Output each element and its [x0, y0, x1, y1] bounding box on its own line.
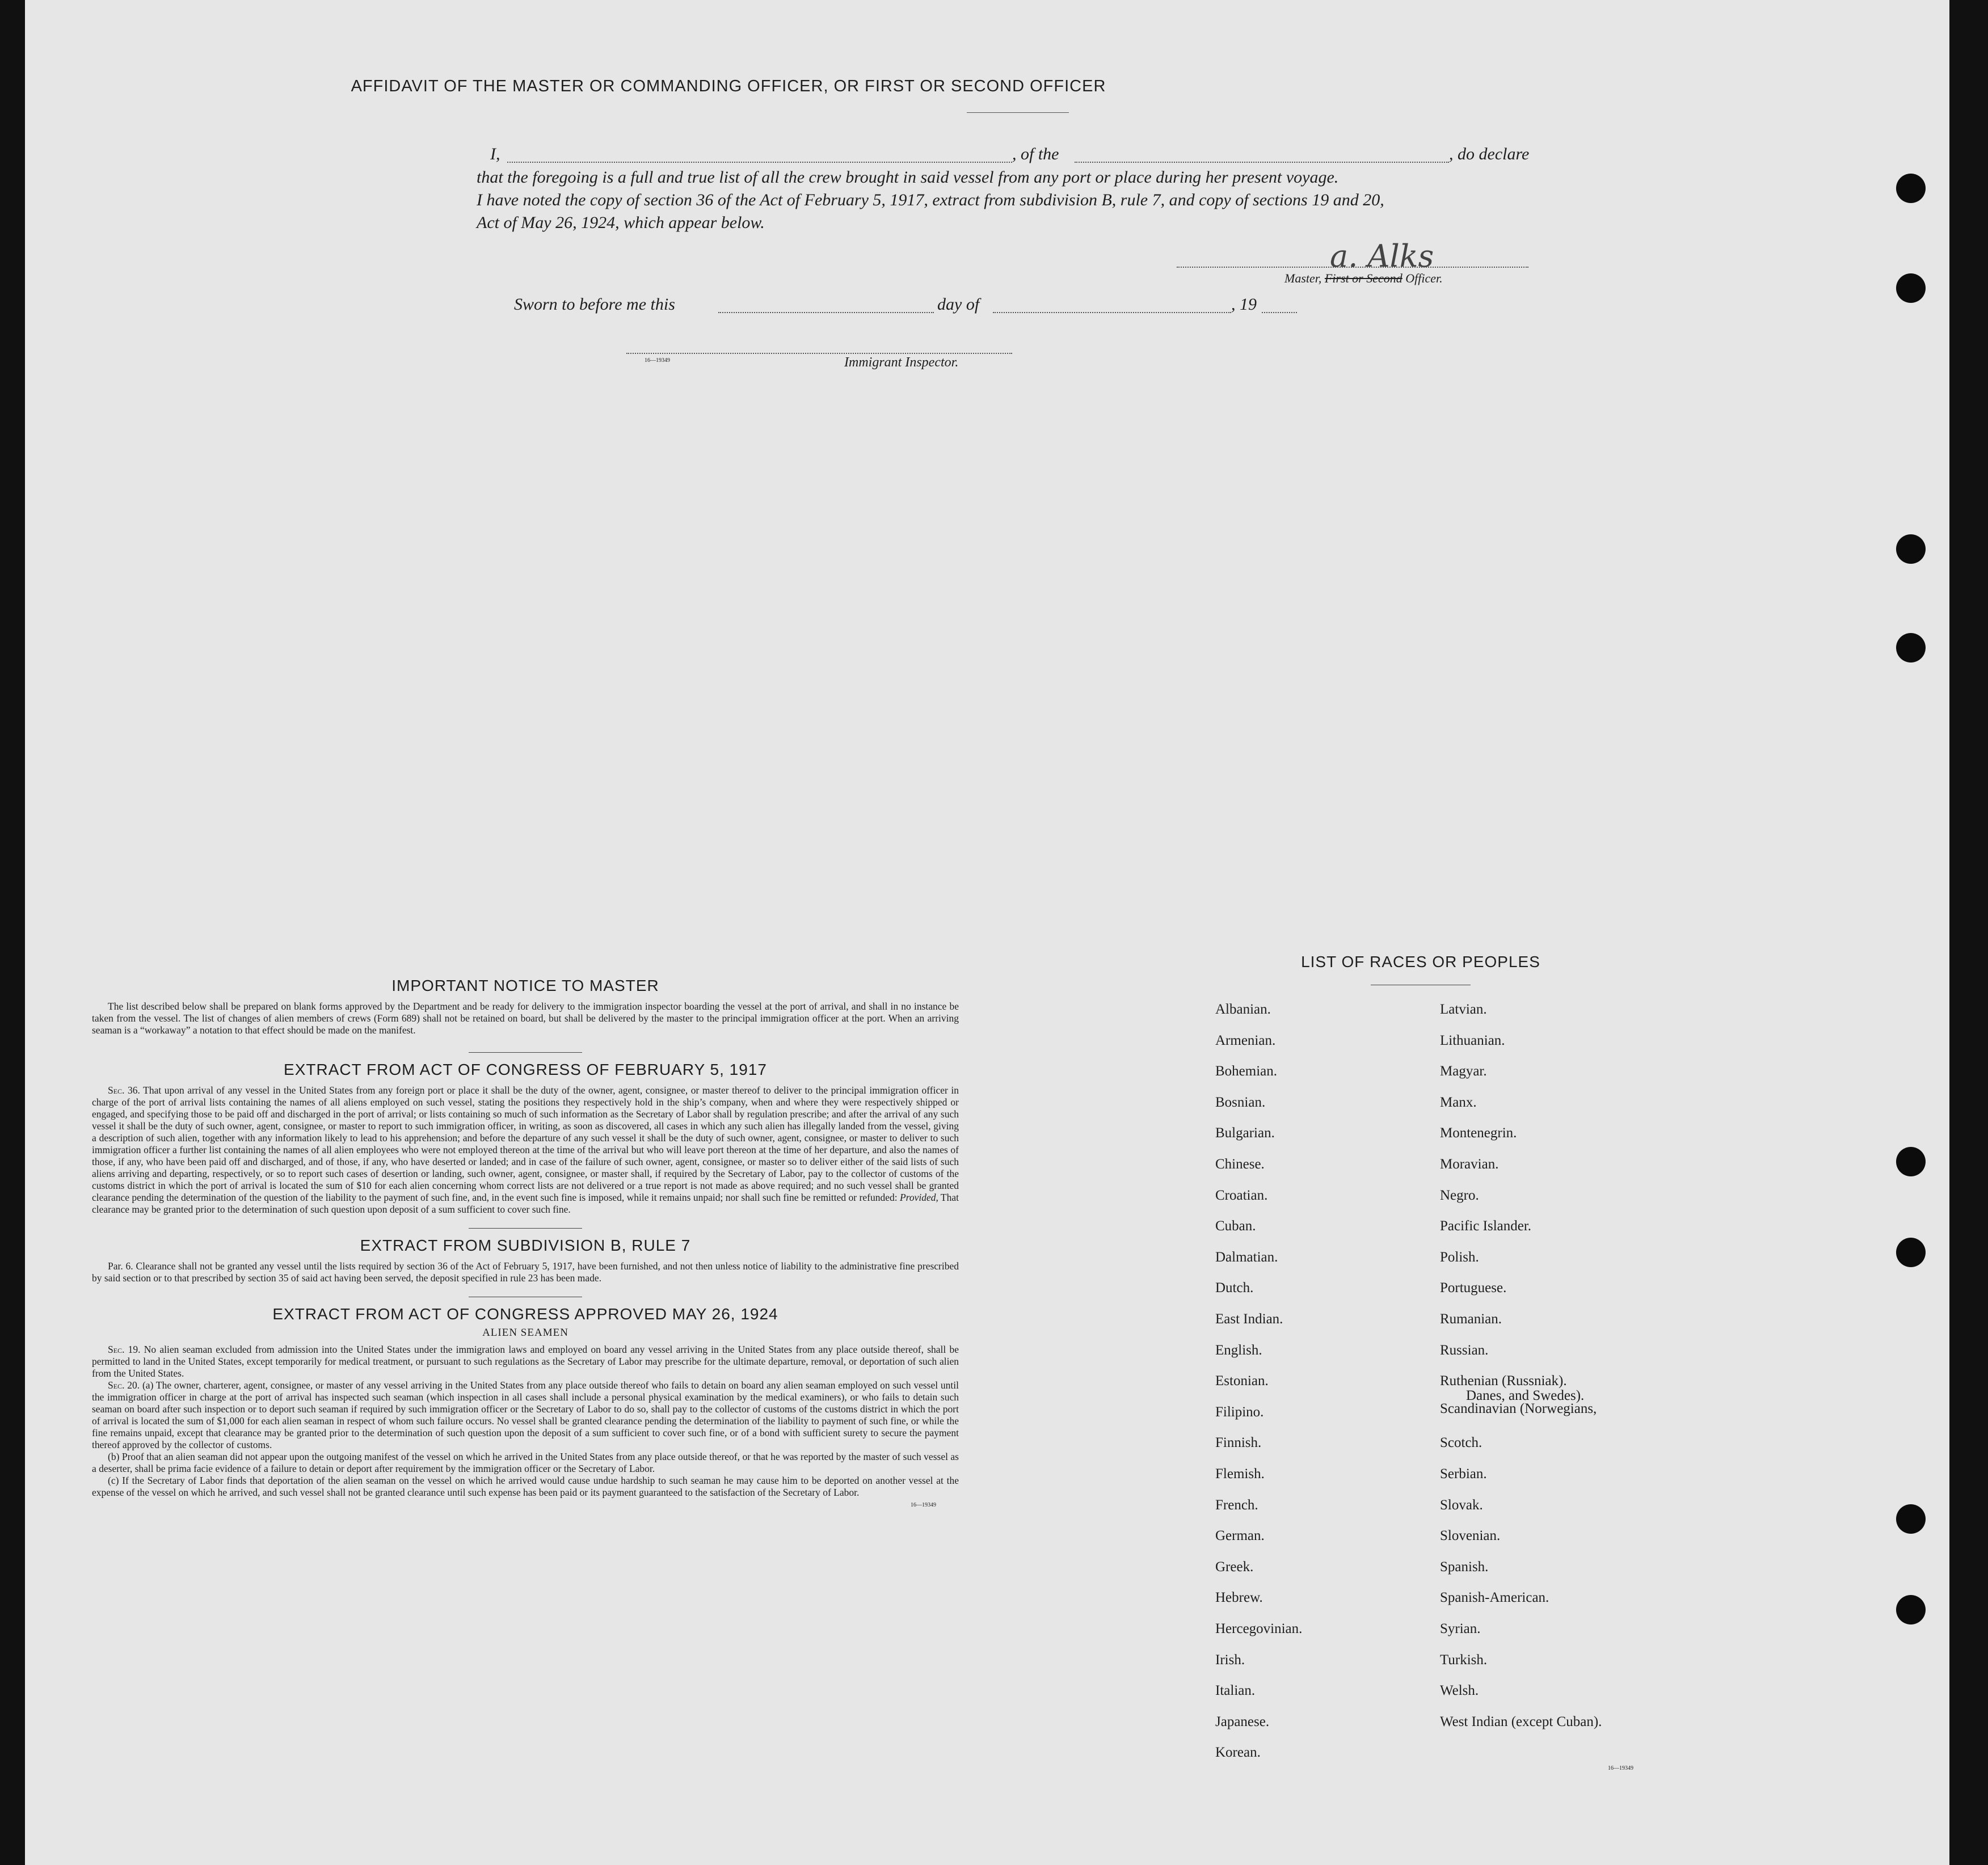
- sec-36-text: That upon arrival of any vessel in the United States from any foreign port or place it shall be the duty of the owner, agent, consignee, or master thereof to deliver to the principal immigration officer in charge of the port of arrival lists containing the names of all aliens employed on such vessel, stating the positions they respectively hold in the ship’s company, when and where they were respectively shipped or engaged, and specifying those to be paid off and discharged in the port of arrival; or lists containing so much of such information as the Secretary of Labor shall by regulation prescribe; and after the arrival of any such vessel it shall be the duty of such owner, agent, consignee, or master to report to such immigration officer, in writing, as soon as discovered, all cases in which any such alien has illegally landed from the vessel, giving a description of such alien, together with any information likely to lead to his apprehension; and before the departure of any such vessel it shall be the duty of such owner, agent, consignee, or master to deliver to such immigration officer a further list containing the names of all alien employees who were not employed thereon at the time of the arrival but who will leave port thereon at the time of her departure, and also the names of those, if any, who have been paid off and discharged, and of those, if any, who have deserted or landed; and in case of the failure of such owner, agent, consignee, or master so to deliver either of the said lists of such aliens arriving and departing, respectively, or so to report such cases of desertion or landing, such owner, agent, consignee, or master shall, if required by the Secretary of Labor, pay to the collector of customs of the customs district in which the port of arrival is located the sum of $10 for each alien concerning whom correct lists are not delivered or a true report is not made as above required; and no such vessel shall be granted clearance pending the determination of the question of the liability to the payment of such fine, and, in the event such fine is imposed, while it remains unpaid; nor shall such fine be remitted or refunded:: [92, 1085, 959, 1203]
- extract-1917-title: EXTRACT FROM ACT OF CONGRESS OF FEBRUARY 5, 1917: [284, 1061, 767, 1078]
- form-number-top: 16—19349: [645, 357, 670, 364]
- inspector-label: Immigrant Inspector.: [844, 355, 959, 370]
- race-item: Serbian.: [1440, 1466, 1487, 1482]
- notices-column: [92, 977, 959, 1508]
- race-item: Welsh.: [1440, 1683, 1479, 1698]
- affidavit-line-3: I have noted the copy of section 36 of the Act of February 5, 1917, extract from subdivision B, rule 7, and copy of sections 19 and 20,: [477, 191, 1384, 209]
- race-item: Finnish.: [1215, 1435, 1262, 1450]
- race-item: Scotch.: [1440, 1435, 1482, 1450]
- master-label-struck: First or Second: [1324, 271, 1402, 285]
- binder-hole: [1896, 633, 1926, 663]
- race-item: Syrian.: [1440, 1621, 1481, 1636]
- race-item: Estonian.: [1215, 1373, 1269, 1389]
- race-item: Scandinavian (Norwegians,: [1440, 1401, 1597, 1416]
- binder-hole: [1896, 534, 1926, 564]
- race-item: Albanian.: [1215, 1002, 1271, 1017]
- race-item: French.: [1215, 1497, 1258, 1513]
- sworn-month-blank: [993, 312, 1231, 313]
- race-item: Bohemian.: [1215, 1064, 1278, 1079]
- sec-20a-text: (a) The owner, charterer, agent, consignee, or master of any vessel arriving in the United States from any place outside thereof who fails to detain on board any alien seaman employed on such vessel until the immigration officer in charge at the port of arrival has inspected such seaman (which inspection in all cases shall include a personal physical examination by the medical examiners), or who fails to detain such seaman on board after such inspection or to deport such seaman if required by such immigration officer or the Secretary of Labor to do so, shall pay to the collector of customs of the customs district in which the port of arrival is located the sum of $1,000 for each alien seaman in respect of whom such failure occurs. No vessel shall be granted clearance pending the determination of the liability to payment of such fine, or while the fine remains unpaid, except that clearance may be granted prior to the determination of such question upon the deposit of a sum sufficient to cover such fine, or of a bond with sufficient surety to secure the payment thereof approved by the collector of customs.: [92, 1379, 959, 1450]
- extract-1917-divider: [469, 1228, 582, 1229]
- affidavit-title: AFFIDAVIT OF THE MASTER OR COMMANDING OFFICER, OR FIRST OR SECOND OFFICER: [351, 77, 1106, 95]
- form-number-races: 16—19349: [1608, 1765, 1633, 1771]
- race-item: Bosnian.: [1215, 1095, 1266, 1110]
- race-item: Bulgarian.: [1215, 1125, 1275, 1141]
- signature: a. Alks: [1330, 238, 1434, 274]
- document-page: [25, 0, 1949, 1865]
- race-item: German.: [1215, 1528, 1265, 1543]
- race-item: Dutch.: [1215, 1280, 1254, 1296]
- year-label: , 19: [1231, 295, 1257, 314]
- sec-20b-paragraph: (b) Proof that an alien seaman did not appear upon the outgoing manifest of the vessel on which he arrived in the United States from any place outside thereof, or that he was reported by the master of such vessel as a deserter, shall be prima facie evidence of a failure to detain or deport after requirement by the immigration officer or the Secretary of Labor.: [92, 1451, 959, 1474]
- sec-19-text: No alien seaman excluded from admission into the United States under the immigration laws and employed on board any vessel arriving in the United States from any place outside thereof, shall be permitted to land in the United States, except temporarily for medical treatment, or pursuant to such regulations as the Secretary of Labor may prescribe for the ultimate departure, removal, or deportation of such alien from the United States.: [92, 1344, 959, 1379]
- race-item: Irish.: [1215, 1652, 1245, 1668]
- master-label-suffix: Officer.: [1405, 271, 1443, 285]
- race-item: Slovak.: [1440, 1497, 1483, 1513]
- race-item: Magyar.: [1440, 1064, 1487, 1079]
- sec-36-paragraph: [92, 1085, 959, 1216]
- signature-line: [1177, 267, 1528, 268]
- race-item: Montenegrin.: [1440, 1125, 1517, 1141]
- extract-1924-subtitle: ALIEN SEAMEN: [482, 1327, 568, 1339]
- race-item: Latvian.: [1440, 1002, 1487, 1017]
- binder-hole: [1896, 174, 1926, 203]
- sworn-day-blank: [718, 312, 934, 313]
- affidavit-declare: , do declare: [1449, 145, 1530, 163]
- sworn-label: Sworn to before me this: [514, 295, 675, 314]
- races-title: LIST OF RACES OR PEOPLES: [1301, 953, 1540, 971]
- sec-20a-paragraph: [92, 1379, 959, 1451]
- race-item: Korean.: [1215, 1745, 1261, 1760]
- sec-36-text-end: That clearance may be granted prior to the determination of such question upon deposit of a sum sufficient to cover such fine.: [92, 1192, 959, 1215]
- race-item: Pacific Islander.: [1440, 1218, 1532, 1234]
- sec-20-label: Sec. 20.: [108, 1379, 140, 1391]
- race-item: Spanish.: [1440, 1559, 1489, 1575]
- race-item: Danes, and Swedes).: [1466, 1388, 1585, 1403]
- binder-hole: [1896, 1147, 1926, 1176]
- master-label: [1284, 271, 1443, 286]
- race-item: Turkish.: [1440, 1652, 1488, 1668]
- race-item: East Indian.: [1215, 1311, 1283, 1327]
- race-item: Japanese.: [1215, 1714, 1270, 1729]
- race-item: Portuguese.: [1440, 1280, 1507, 1296]
- binder-hole: [1896, 273, 1926, 303]
- notice-paragraph: The list described below shall be prepared on blank forms approved by the Department and be ready for delivery to the immigration inspector boarding the vessel at the port of arrival, and shall in no instance be taken from the vessel. The list of changes of alien members of crews (Form 689) shall not be retained on board, but shall be delivered by the master to the principal immigration officer at the port. When an arriving seaman is a “workaway” a notation to that effect should be made on the manifest.: [92, 1001, 959, 1036]
- race-item: Hebrew.: [1215, 1590, 1263, 1605]
- race-item: Flemish.: [1215, 1466, 1265, 1482]
- sec-19-paragraph: [92, 1344, 959, 1379]
- race-item: English.: [1215, 1343, 1262, 1358]
- extract-1924-title: EXTRACT FROM ACT OF CONGRESS APPROVED MAY 26, 1924: [272, 1305, 778, 1323]
- notice-title: IMPORTANT NOTICE TO MASTER: [391, 977, 659, 994]
- race-item: Slovenian.: [1440, 1528, 1501, 1543]
- affidavit-of-the: , of the: [1012, 145, 1059, 163]
- day-of-label: day of: [937, 295, 980, 314]
- master-label-prefix: Master,: [1284, 271, 1322, 285]
- race-item: West Indian (except Cuban).: [1440, 1714, 1602, 1729]
- binder-hole: [1896, 1504, 1926, 1534]
- notice-text: [92, 1001, 959, 1036]
- name-blank: [507, 162, 1012, 163]
- race-item: Polish.: [1440, 1250, 1479, 1265]
- race-item: Hercegovinian.: [1215, 1621, 1303, 1636]
- race-item: Manx.: [1440, 1095, 1477, 1110]
- race-item: Greek.: [1215, 1559, 1254, 1575]
- affidavit-line-4: Act of May 26, 1924, which appear below.: [477, 213, 765, 232]
- rule-7-title: EXTRACT FROM SUBDIVISION B, RULE 7: [360, 1237, 691, 1254]
- race-item: Chinese.: [1215, 1157, 1265, 1172]
- binder-hole: [1896, 1595, 1926, 1625]
- form-number-left: 16—19349: [911, 1502, 936, 1508]
- extract-1924-text: [92, 1344, 959, 1499]
- sec-36-provided: Provided,: [899, 1192, 938, 1203]
- race-item: Armenian.: [1215, 1033, 1276, 1048]
- binder-hole: [1896, 1238, 1926, 1267]
- sec-36-label: Sec. 36.: [108, 1085, 140, 1096]
- race-item: Croatian.: [1215, 1188, 1268, 1203]
- sec-20c-paragraph: (c) If the Secretary of Labor finds that deportation of the alien seaman on the vessel on which he arrived would cause undue hardship to such seaman he may cause him to be deported on another vessel at the expense of the vessel on which he arrived, and such vessel shall not be granted clearance until such expense has been paid or its payment guaranteed to the satisfaction of the Secretary of Labor.: [92, 1475, 959, 1498]
- race-item: Filipino.: [1215, 1404, 1264, 1420]
- race-item: Moravian.: [1440, 1157, 1499, 1172]
- race-item: Russian.: [1440, 1343, 1489, 1358]
- race-item: Lithuanian.: [1440, 1033, 1505, 1048]
- extract-1917-text: [92, 1085, 959, 1216]
- race-item: Dalmatian.: [1215, 1250, 1278, 1265]
- vessel-blank: [1075, 162, 1449, 163]
- rule-7-text: [92, 1260, 959, 1284]
- inspector-line: [626, 353, 1012, 354]
- title-divider: [967, 112, 1069, 113]
- sec-19-label: Sec. 19.: [108, 1344, 141, 1355]
- notice-divider: [469, 1052, 582, 1053]
- year-blank: [1262, 312, 1297, 313]
- race-item: Spanish-American.: [1440, 1590, 1549, 1605]
- race-item: Italian.: [1215, 1683, 1256, 1698]
- race-item: Negro.: [1440, 1188, 1479, 1203]
- affidavit-i: I,: [490, 145, 500, 163]
- race-item: Cuban.: [1215, 1218, 1256, 1234]
- rule-7-paragraph: Par. 6. Clearance shall not be granted any vessel until the lists required by section 36 of the Act of February 5, 1917, have been furnished, and not then unless notice of liability to the administrative fine prescribed by said section or to that prescribed by section 35 of said act having been served, the deposit specified in rule 23 has been made.: [92, 1260, 959, 1284]
- race-item: Rumanian.: [1440, 1311, 1502, 1327]
- race-item: Ruthenian (Russniak).: [1440, 1373, 1567, 1389]
- affidavit-line-2: that the foregoing is a full and true list of all the crew brought in said vessel from any port or place during her present voyage.: [477, 168, 1339, 187]
